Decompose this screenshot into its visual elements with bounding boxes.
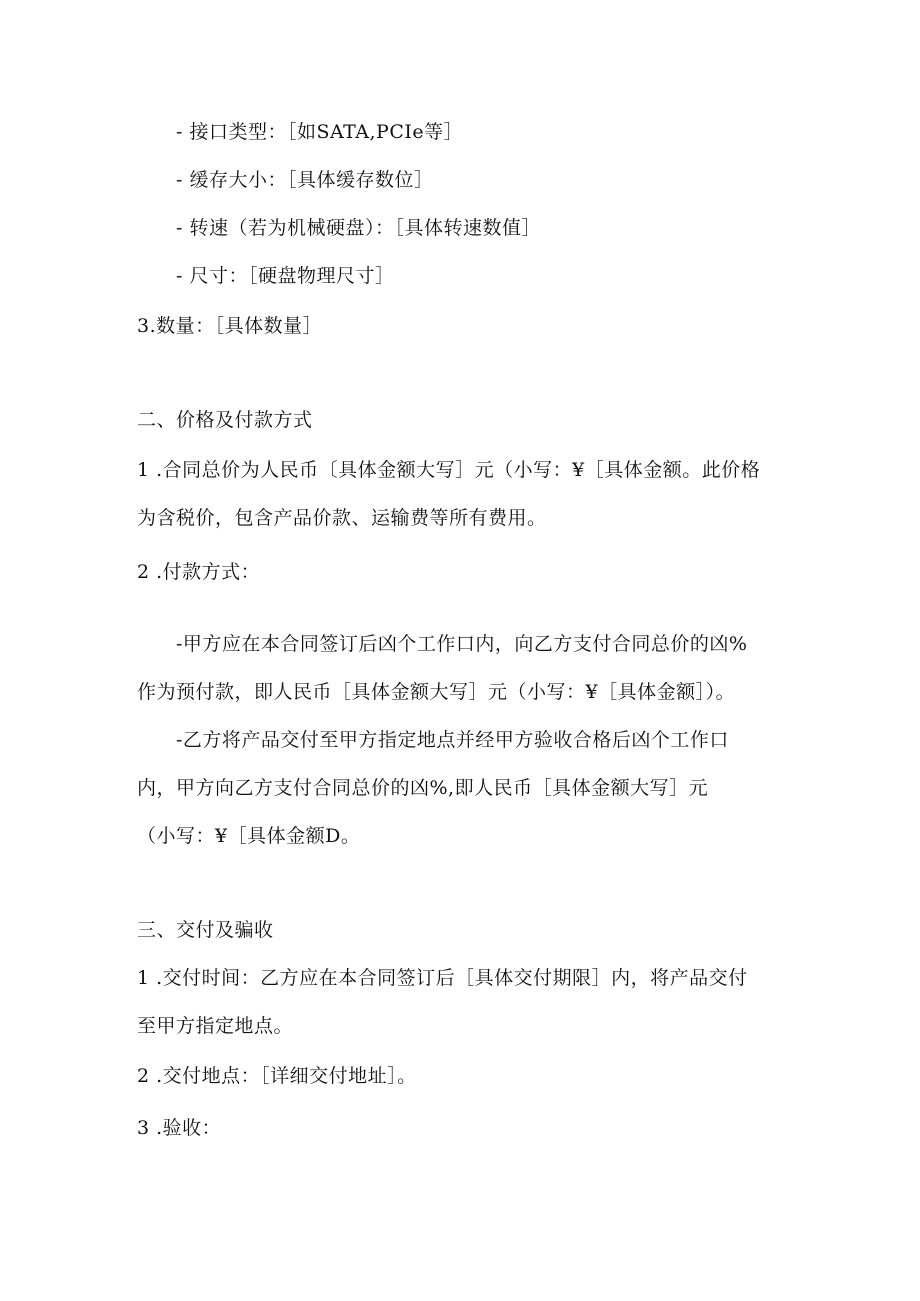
section-2-heading: 二、价格及付款方式 [137, 409, 313, 431]
quantity-item: 3.数量：［具体数量］ [137, 315, 323, 337]
final-payment-line-1: -乙方将产品交付至甲方指定地点并经甲方验收合格后凶个工作口 [176, 729, 729, 751]
spec-cache: - 缓存大小：［具体缓存数位］ [176, 169, 434, 191]
acceptance-item: 3 .验收： [137, 1117, 222, 1139]
delivery-location-item: 2 .交付地点：［详细交付地址］。 [137, 1065, 417, 1087]
prepayment-line-1: -甲方应在本合同签订后凶个工作口内，向乙方支付合同总价的凶% [176, 633, 748, 655]
spec-interface: - 接口类型：［如SATA,PCIe等］ [176, 121, 464, 143]
price-item-line-1: 1 .合同总价为人民币〔具体金额大写］元（小写：¥［具体金额。此价格 [137, 459, 761, 481]
delivery-time-line-2: 至甲方指定地点。 [137, 1015, 294, 1037]
spec-size: - 尺寸：［硬盘物理尺寸］ [176, 265, 395, 287]
spec-speed: - 转速（若为机械硬盘）：［具体转速数值］ [176, 217, 541, 239]
section-3-heading: 三、交付及骗收 [137, 919, 274, 941]
payment-method-item: 2 .付款方式： [137, 561, 261, 583]
final-payment-line-3: （小写：¥［具体金额D。 [137, 825, 361, 847]
prepayment-line-2: 作为预付款，即人民币［具体金额大写］元（小写：¥［具体金额］）。 [137, 681, 736, 703]
final-payment-line-2: 内，甲方向乙方支付合同总价的凶%,即人民币［具体金额大写］元 [137, 777, 709, 799]
price-item-line-2: 为含税价，包含产品价款、运输费等所有费用。 [137, 507, 547, 529]
delivery-time-line-1: 1 .交付时间：乙方应在本合同签订后［具体交付期限］内，将产品交付 [137, 967, 748, 989]
